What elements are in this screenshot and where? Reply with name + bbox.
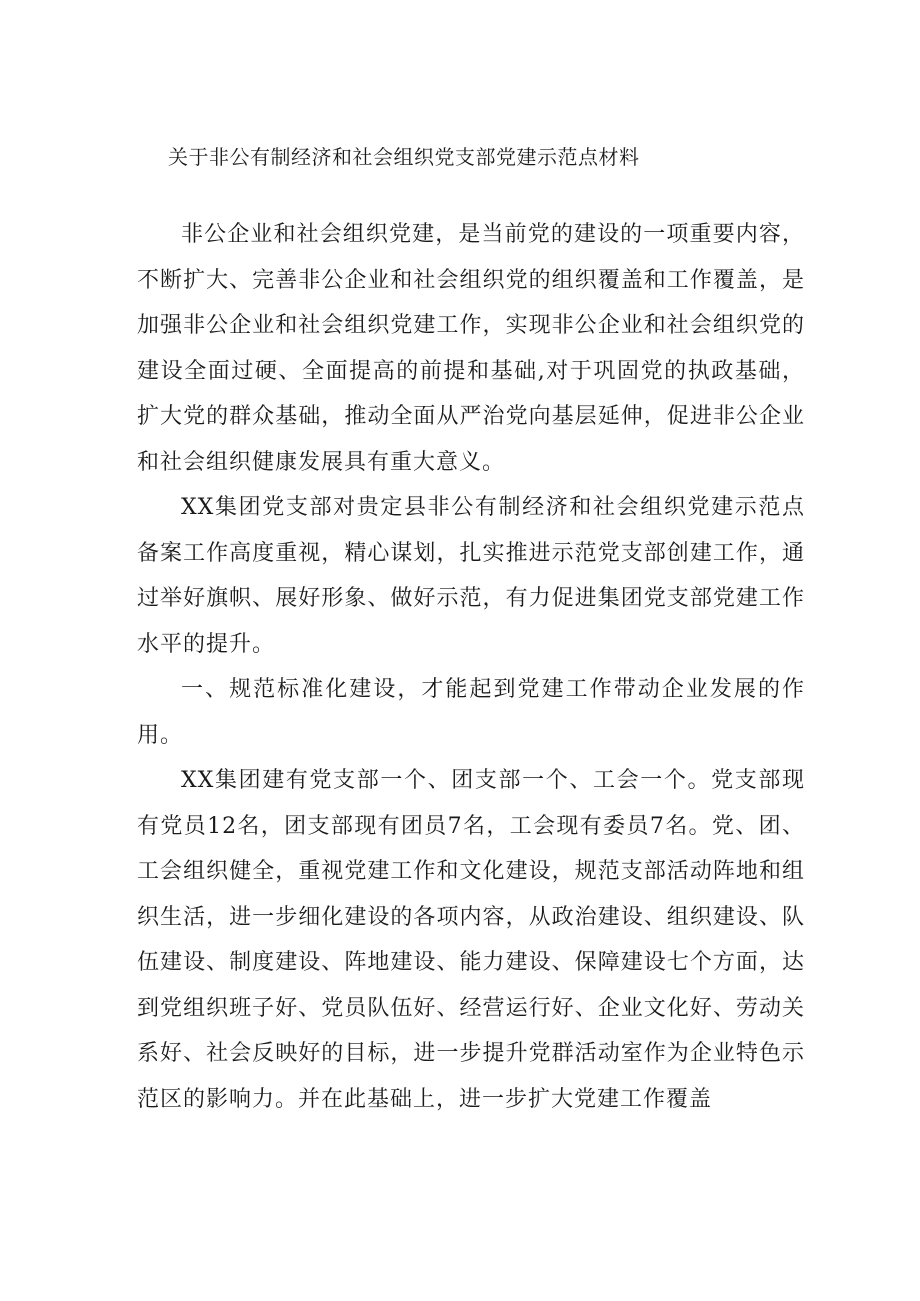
paragraph-intro: 非公企业和社会组织党建，是当前党的建设的一项重要内容，不断扩大、完善非公企业和社会组织党的组织覆盖和工作覆盖，是加强非公企业和社会组织党建工作，实现非公企业和社会组织党的建设全面过硬、全面提高的前提和基础,对于巩固党的执政基础，扩大党的群众基础，推动全面从严治党向基层延伸，促进非公企业和社会组织健康发展具有重大意义。 (137, 222, 805, 475)
paragraph-group-branch: XX集团党支部对贵定县非公有制经济和社会组织党建示范点备案工作高度重视，精心谋划，扎实推进示范党支部创建工作，通过举好旗帜、展好形象、做好示范，有力促进集团党支部党建工作水平的提升。 (137, 495, 805, 657)
document-body (137, 212, 805, 1122)
section-heading-1: 一、规范标准化建设，才能起到党建工作带动企业发展的作用。 (137, 677, 805, 748)
document-title: 关于非公有制经济和社会组织党支部党建示范点材料 (168, 145, 640, 169)
paragraph-organization: XX集团建有党支部一个、团支部一个、工会一个。党支部现有党员12名，团支部现有团员7名，工会现有委员7名。党、团、工会组织健全，重视党建工作和文化建设，规范支部活动阵地和组织生活，进一步细化建设的各项内容，从政治建设、组织建设、队伍建设、制度建设、阵地建设、能力建设、保障建设七个方面，达到党组织班子好、党员队伍好、经营运行好、企业文化好、劳动关系好、社会反映好的目标，进一步提升党群活动室作为企业特色示范区的影响力。并在此基础上，进一步扩大党建工作覆盖 (137, 768, 805, 1112)
